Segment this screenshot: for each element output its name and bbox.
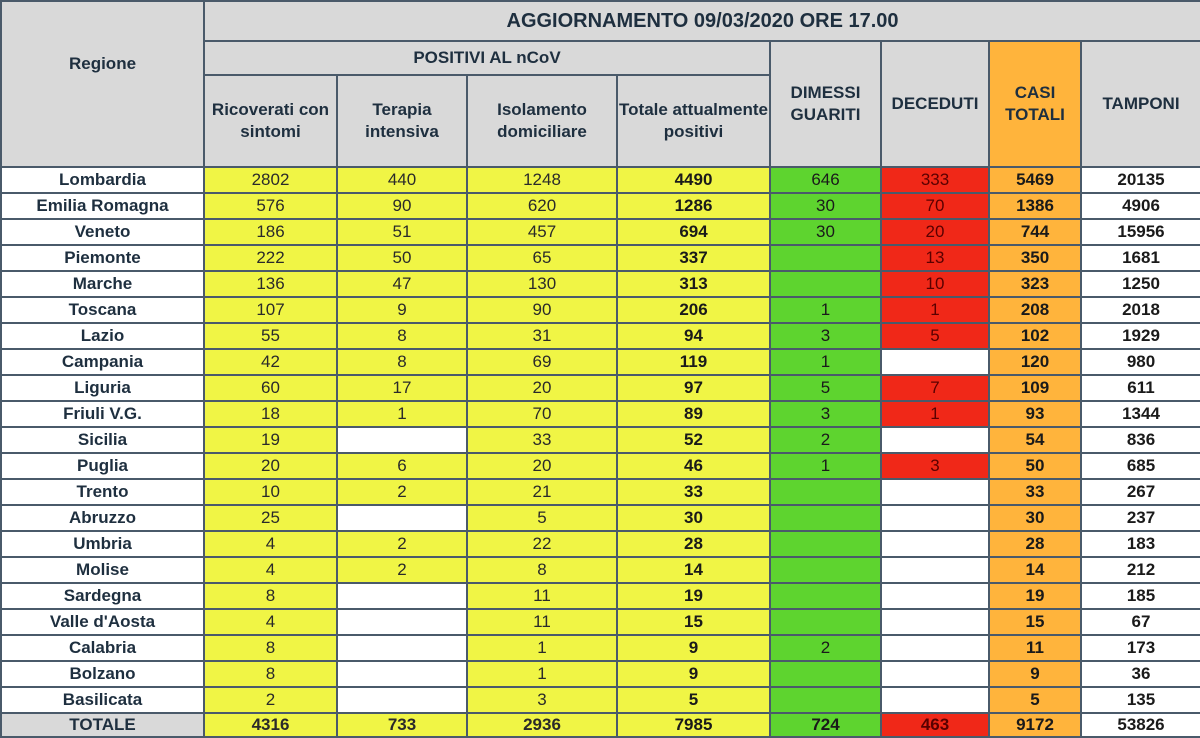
table-row	[1, 245, 1200, 271]
cell-casi-totali: 30	[989, 505, 1081, 531]
cell-terapia	[337, 427, 467, 453]
cell-regione: Liguria	[1, 375, 204, 401]
cell-casi-totali: 208	[989, 297, 1081, 323]
cell-ricoverati: 8	[204, 661, 337, 687]
cell-isolamento: 457	[467, 219, 617, 245]
cell-tamponi: 4906	[1081, 193, 1200, 219]
cell-terapia: 17	[337, 375, 467, 401]
cell-deceduti: 13	[881, 245, 989, 271]
cell-terapia: 2	[337, 531, 467, 557]
cell-isolamento: 5	[467, 505, 617, 531]
cell-totale-positivi: 52	[617, 427, 770, 453]
cell-terapia	[337, 661, 467, 687]
table-row	[1, 479, 1200, 505]
cell-totale-positivi: 14	[617, 557, 770, 583]
cell-totale-positivi: 46	[617, 453, 770, 479]
cell-totale-positivi: 206	[617, 297, 770, 323]
header-ricoverati: Ricoverati con sintomi	[204, 75, 337, 167]
cell-casi-totali: 109	[989, 375, 1081, 401]
cell-totale-positivi: 9	[617, 635, 770, 661]
cell-isolamento: 1	[467, 661, 617, 687]
cell-isolamento: 3	[467, 687, 617, 713]
cell-tamponi: 183	[1081, 531, 1200, 557]
table-row	[1, 557, 1200, 583]
cell-casi-totali: 350	[989, 245, 1081, 271]
table-row	[1, 375, 1200, 401]
cell-dimessi	[770, 557, 881, 583]
cell-tamponi: 36	[1081, 661, 1200, 687]
cell-ricoverati: 18	[204, 401, 337, 427]
cell-dimessi	[770, 583, 881, 609]
cell-totale-positivi: 19	[617, 583, 770, 609]
cell-deceduti	[881, 349, 989, 375]
header-totale-positivi: Totale attualmente positivi	[617, 75, 770, 167]
cell-dimessi: 3	[770, 401, 881, 427]
cell-isolamento: 20	[467, 453, 617, 479]
cell-isolamento: 20	[467, 375, 617, 401]
cell-dimessi: 1	[770, 453, 881, 479]
cell-ricoverati: 20	[204, 453, 337, 479]
cell-isolamento: 65	[467, 245, 617, 271]
cell-dimessi: 2	[770, 427, 881, 453]
cell-tamponi: 611	[1081, 375, 1200, 401]
table-row	[1, 661, 1200, 687]
cell-tamponi: 1344	[1081, 401, 1200, 427]
cell-ricoverati: 186	[204, 219, 337, 245]
cell-regione: Sardegna	[1, 583, 204, 609]
cell-dimessi: 3	[770, 323, 881, 349]
cell-casi-totali: 93	[989, 401, 1081, 427]
cell-tamponi: 1250	[1081, 271, 1200, 297]
cell-terapia: 2	[337, 479, 467, 505]
cell-ricoverati: 10	[204, 479, 337, 505]
cell-dimessi	[770, 661, 881, 687]
cell-totale-positivi: 28	[617, 531, 770, 557]
cell-tamponi: 237	[1081, 505, 1200, 531]
cell-totale-positivi: 313	[617, 271, 770, 297]
cell-regione: Abruzzo	[1, 505, 204, 531]
cell-totale-positivi: 30	[617, 505, 770, 531]
cell-tamponi: 685	[1081, 453, 1200, 479]
cell-terapia	[337, 687, 467, 713]
cell-isolamento: 33	[467, 427, 617, 453]
cell-dimessi: 5	[770, 375, 881, 401]
cell-dimessi: 30	[770, 219, 881, 245]
cell-tamponi: 980	[1081, 349, 1200, 375]
cell-regione: Valle d'Aosta	[1, 609, 204, 635]
header-dimessi: DIMESSI GUARITI	[770, 41, 881, 167]
cell-deceduti: 20	[881, 219, 989, 245]
cell-deceduti: 333	[881, 167, 989, 193]
cell-casi-totali: 1386	[989, 193, 1081, 219]
cell-deceduti	[881, 609, 989, 635]
table-row	[1, 271, 1200, 297]
cell-regione: Basilicata	[1, 687, 204, 713]
cell-terapia: 50	[337, 245, 467, 271]
cell-regione: Calabria	[1, 635, 204, 661]
cell-tamponi: 185	[1081, 583, 1200, 609]
cell-regione: Friuli V.G.	[1, 401, 204, 427]
cell-regione: Piemonte	[1, 245, 204, 271]
cell-deceduti	[881, 583, 989, 609]
cell-deceduti	[881, 479, 989, 505]
cell-deceduti	[881, 505, 989, 531]
cell-ricoverati: 4	[204, 531, 337, 557]
cell-isolamento: 130	[467, 271, 617, 297]
cell-regione: Bolzano	[1, 661, 204, 687]
table-row	[1, 583, 1200, 609]
cell-totale-positivi: 7985	[617, 713, 770, 737]
cell-tamponi: 15956	[1081, 219, 1200, 245]
header-terapia: Terapia intensiva	[337, 75, 467, 167]
cell-isolamento: 11	[467, 583, 617, 609]
table-row	[1, 609, 1200, 635]
cell-casi-totali: 120	[989, 349, 1081, 375]
cell-totale-positivi: 5	[617, 687, 770, 713]
cell-tamponi: 135	[1081, 687, 1200, 713]
cell-dimessi	[770, 479, 881, 505]
cell-deceduti: 10	[881, 271, 989, 297]
cell-isolamento: 31	[467, 323, 617, 349]
table-row	[1, 687, 1200, 713]
cell-totale-positivi: 94	[617, 323, 770, 349]
cell-casi-totali: 323	[989, 271, 1081, 297]
cell-isolamento: 11	[467, 609, 617, 635]
cell-ricoverati: 55	[204, 323, 337, 349]
cell-tamponi: 836	[1081, 427, 1200, 453]
cell-casi-totali: 28	[989, 531, 1081, 557]
cell-tamponi: 173	[1081, 635, 1200, 661]
cell-terapia: 6	[337, 453, 467, 479]
cell-regione: Toscana	[1, 297, 204, 323]
cell-totale-positivi: 15	[617, 609, 770, 635]
cell-regione: TOTALE	[1, 713, 204, 737]
cell-regione: Umbria	[1, 531, 204, 557]
cell-terapia	[337, 609, 467, 635]
cell-deceduti	[881, 635, 989, 661]
cell-tamponi: 53826	[1081, 713, 1200, 737]
cell-deceduti: 5	[881, 323, 989, 349]
cell-casi-totali: 9	[989, 661, 1081, 687]
cell-casi-totali: 14	[989, 557, 1081, 583]
table-row	[1, 531, 1200, 557]
table-row	[1, 401, 1200, 427]
cell-isolamento: 1	[467, 635, 617, 661]
totals-row	[1, 713, 1200, 737]
cell-regione: Lazio	[1, 323, 204, 349]
cell-casi-totali: 11	[989, 635, 1081, 661]
cell-regione: Trento	[1, 479, 204, 505]
cell-totale-positivi: 89	[617, 401, 770, 427]
cell-terapia: 440	[337, 167, 467, 193]
cell-tamponi: 2018	[1081, 297, 1200, 323]
cell-ricoverati: 42	[204, 349, 337, 375]
cell-totale-positivi: 694	[617, 219, 770, 245]
cell-casi-totali: 5469	[989, 167, 1081, 193]
header-casi-totali: CASI TOTALI	[989, 41, 1081, 167]
cell-ricoverati: 222	[204, 245, 337, 271]
table-row	[1, 193, 1200, 219]
cell-terapia: 47	[337, 271, 467, 297]
cell-isolamento: 21	[467, 479, 617, 505]
cell-dimessi	[770, 245, 881, 271]
header-regione: Regione	[1, 1, 204, 167]
cell-deceduti	[881, 661, 989, 687]
cell-terapia: 733	[337, 713, 467, 737]
cell-ricoverati: 2802	[204, 167, 337, 193]
table-row	[1, 453, 1200, 479]
cell-casi-totali: 744	[989, 219, 1081, 245]
table-row	[1, 635, 1200, 661]
cell-casi-totali: 33	[989, 479, 1081, 505]
cell-totale-positivi: 97	[617, 375, 770, 401]
cell-dimessi: 724	[770, 713, 881, 737]
cell-casi-totali: 54	[989, 427, 1081, 453]
table-body	[1, 167, 1200, 737]
cell-ricoverati: 107	[204, 297, 337, 323]
cell-totale-positivi: 4490	[617, 167, 770, 193]
cell-dimessi	[770, 687, 881, 713]
table-row	[1, 297, 1200, 323]
table-row	[1, 349, 1200, 375]
cell-casi-totali: 5	[989, 687, 1081, 713]
cell-isolamento: 1248	[467, 167, 617, 193]
cell-dimessi	[770, 609, 881, 635]
cell-ricoverati: 25	[204, 505, 337, 531]
cell-isolamento: 22	[467, 531, 617, 557]
cell-casi-totali: 9172	[989, 713, 1081, 737]
cell-tamponi: 212	[1081, 557, 1200, 583]
cell-casi-totali: 102	[989, 323, 1081, 349]
table-row	[1, 323, 1200, 349]
cell-regione: Lombardia	[1, 167, 204, 193]
cell-tamponi: 20135	[1081, 167, 1200, 193]
cell-isolamento: 69	[467, 349, 617, 375]
cell-terapia	[337, 505, 467, 531]
cell-dimessi: 1	[770, 297, 881, 323]
cell-ricoverati: 8	[204, 635, 337, 661]
cell-dimessi: 2	[770, 635, 881, 661]
cell-dimessi	[770, 531, 881, 557]
cell-ricoverati: 4	[204, 609, 337, 635]
cell-ricoverati: 2	[204, 687, 337, 713]
cell-tamponi: 1681	[1081, 245, 1200, 271]
cell-deceduti: 70	[881, 193, 989, 219]
cell-regione: Campania	[1, 349, 204, 375]
cell-ricoverati: 60	[204, 375, 337, 401]
cell-totale-positivi: 33	[617, 479, 770, 505]
cell-ricoverati: 136	[204, 271, 337, 297]
cell-ricoverati: 4316	[204, 713, 337, 737]
cell-casi-totali: 15	[989, 609, 1081, 635]
cell-isolamento: 70	[467, 401, 617, 427]
cell-terapia	[337, 583, 467, 609]
cell-dimessi	[770, 505, 881, 531]
cell-terapia: 90	[337, 193, 467, 219]
cell-terapia: 2	[337, 557, 467, 583]
cell-casi-totali: 50	[989, 453, 1081, 479]
cell-deceduti: 463	[881, 713, 989, 737]
table-row	[1, 219, 1200, 245]
header-positivi-group: POSITIVI AL nCoV	[204, 41, 770, 75]
cell-deceduti	[881, 427, 989, 453]
table-row	[1, 505, 1200, 531]
cell-isolamento: 620	[467, 193, 617, 219]
page-title: AGGIORNAMENTO 09/03/2020 ORE 17.00	[204, 1, 1200, 41]
table-row	[1, 167, 1200, 193]
cell-regione: Marche	[1, 271, 204, 297]
cell-terapia: 8	[337, 323, 467, 349]
cell-deceduti	[881, 557, 989, 583]
cell-ricoverati: 576	[204, 193, 337, 219]
cell-dimessi: 646	[770, 167, 881, 193]
cell-ricoverati: 8	[204, 583, 337, 609]
cell-tamponi: 267	[1081, 479, 1200, 505]
cell-regione: Emilia Romagna	[1, 193, 204, 219]
cell-dimessi: 30	[770, 193, 881, 219]
cell-regione: Molise	[1, 557, 204, 583]
cell-ricoverati: 4	[204, 557, 337, 583]
cell-isolamento: 90	[467, 297, 617, 323]
cell-totale-positivi: 1286	[617, 193, 770, 219]
header-isolamento: Isolamento domiciliare	[467, 75, 617, 167]
cell-dimessi: 1	[770, 349, 881, 375]
cell-regione: Veneto	[1, 219, 204, 245]
table-row	[1, 427, 1200, 453]
cell-tamponi: 1929	[1081, 323, 1200, 349]
cell-totale-positivi: 119	[617, 349, 770, 375]
header-tamponi: TAMPONI	[1081, 41, 1200, 167]
header-deceduti: DECEDUTI	[881, 41, 989, 167]
cell-regione: Sicilia	[1, 427, 204, 453]
cell-totale-positivi: 337	[617, 245, 770, 271]
cell-terapia: 9	[337, 297, 467, 323]
cell-terapia: 51	[337, 219, 467, 245]
cell-deceduti	[881, 531, 989, 557]
cell-terapia: 8	[337, 349, 467, 375]
cell-isolamento: 8	[467, 557, 617, 583]
cell-deceduti	[881, 687, 989, 713]
cell-deceduti: 7	[881, 375, 989, 401]
cell-deceduti: 1	[881, 297, 989, 323]
cell-deceduti: 1	[881, 401, 989, 427]
cell-tamponi: 67	[1081, 609, 1200, 635]
cell-regione: Puglia	[1, 453, 204, 479]
cell-terapia: 1	[337, 401, 467, 427]
cell-totale-positivi: 9	[617, 661, 770, 687]
cell-deceduti: 3	[881, 453, 989, 479]
cell-terapia	[337, 635, 467, 661]
cell-ricoverati: 19	[204, 427, 337, 453]
cell-casi-totali: 19	[989, 583, 1081, 609]
cell-dimessi	[770, 271, 881, 297]
cell-isolamento: 2936	[467, 713, 617, 737]
